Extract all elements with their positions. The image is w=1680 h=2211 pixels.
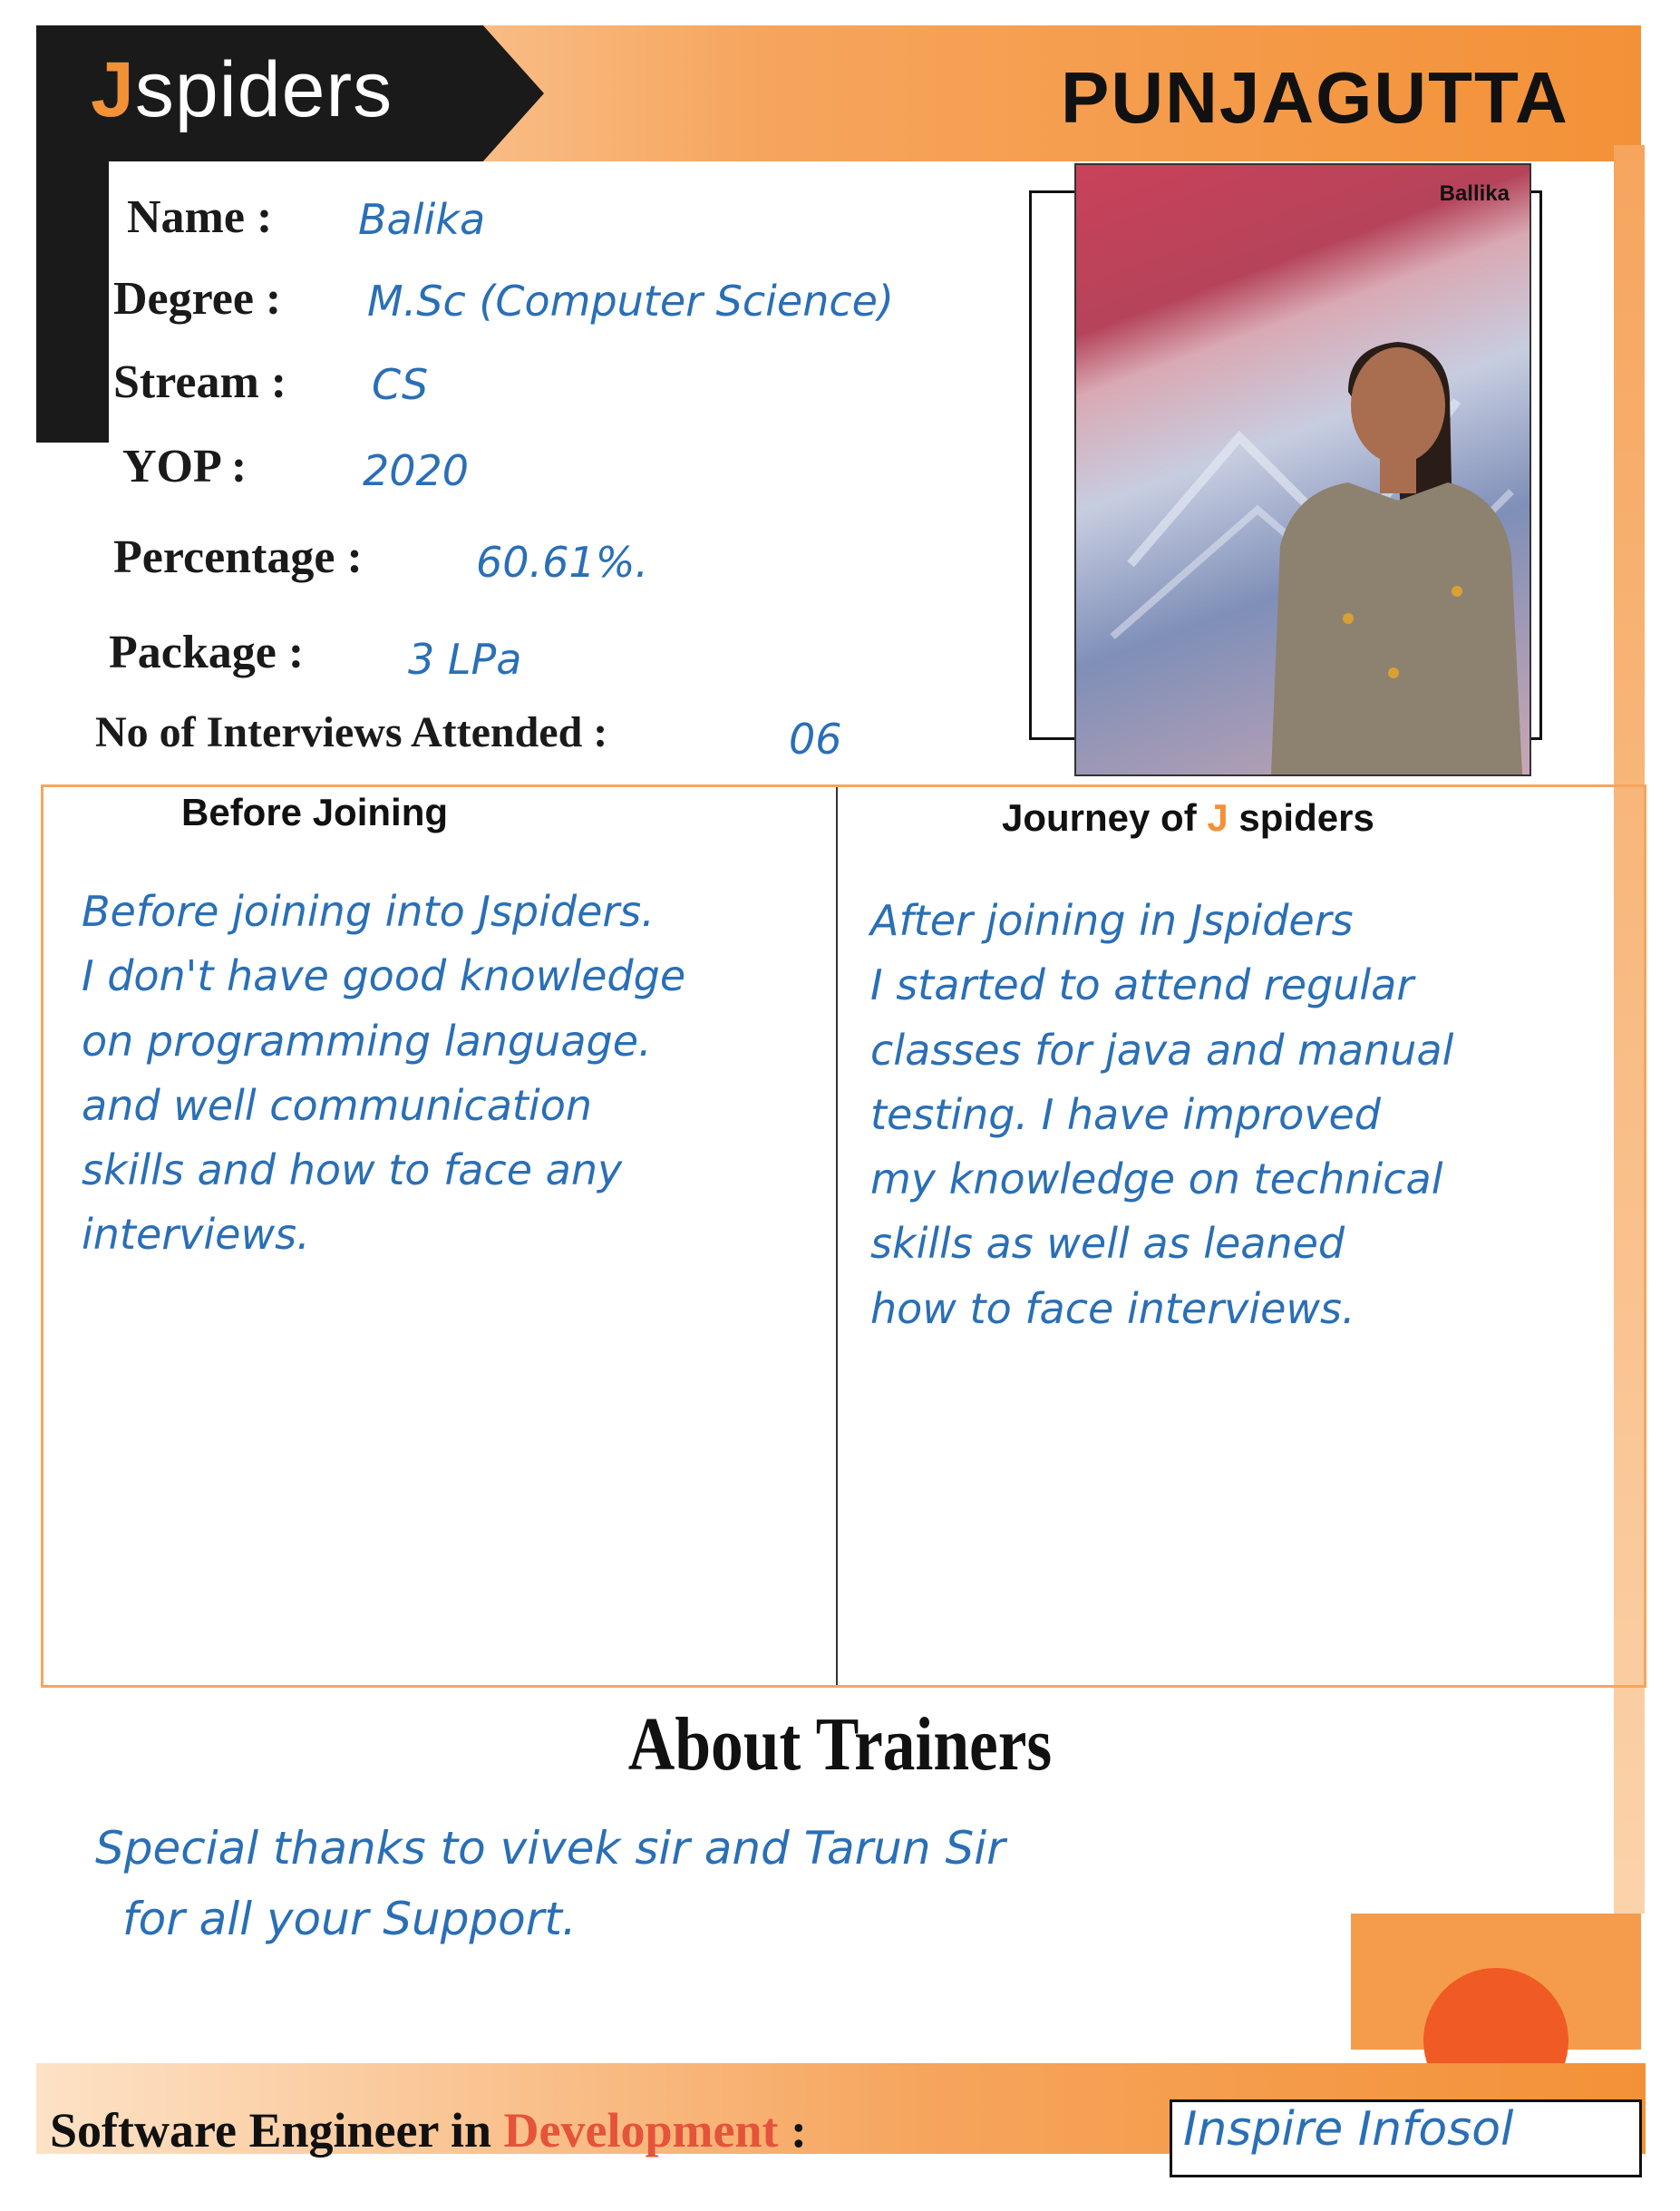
before-joining-text (82, 880, 834, 1268)
branch-name: PUNJAGUTTA (1061, 57, 1569, 138)
before-line: on programming language. (82, 1016, 652, 1066)
before-joining-heading: Before Joining (181, 791, 449, 833)
before-line: I don't have good knowledge (82, 951, 686, 1001)
stream-value: CS (372, 360, 429, 409)
yop-value: 2020 (363, 446, 470, 495)
journey-line: After joining in Jspiders (870, 896, 1354, 945)
journey-heading (1002, 796, 1374, 840)
about-trainers-title: About Trainers (627, 1702, 1053, 1787)
name-value: Balika (358, 195, 486, 244)
about-line: for all your Support. (122, 1892, 577, 1945)
person-silhouette-icon (1076, 165, 1529, 774)
package-label: Package : (109, 627, 305, 678)
journey-line: how to face interviews. (870, 1283, 1355, 1333)
journey-heading-j: J (1207, 796, 1228, 839)
photo-caption: Ballika (1439, 181, 1510, 206)
percentage-value: 60.61%. (476, 538, 649, 587)
interviews-value: 06 (789, 715, 842, 764)
before-line: skills and how to face any (82, 1145, 623, 1195)
logo-text: spiders (134, 46, 393, 133)
interviews-label: No of Interviews Attended : (95, 708, 608, 756)
degree-label: Degree : (113, 273, 282, 325)
about-line: Special thanks to vivek sir and Tarun Sir (95, 1822, 1005, 1875)
before-line: Before joining into Jspiders. (82, 887, 655, 936)
footer-label-highlight: Development (503, 2103, 779, 2157)
journey-line: I started to attend regular (870, 960, 1414, 1010)
student-photo (1074, 163, 1531, 776)
column-divider (836, 787, 838, 1685)
journey-text (870, 889, 1632, 1341)
journey-heading-pre: Journey of (1002, 796, 1208, 839)
journey-line: skills as well as leaned (870, 1219, 1345, 1269)
stream-label: Stream : (113, 356, 287, 408)
jspiders-logo (91, 45, 393, 135)
journey-line: classes for java and manual (870, 1025, 1454, 1075)
journey-line: testing. I have improved (870, 1089, 1381, 1139)
percentage-label: Percentage : (113, 531, 363, 583)
journey-heading-post: spiders (1228, 796, 1374, 839)
before-line: and well communication (82, 1080, 593, 1130)
footer-label (50, 2102, 807, 2158)
logo-initial: J (91, 46, 135, 133)
company-value: Inspire Infosol (1183, 2102, 1514, 2157)
footer-label-post: : (778, 2103, 807, 2157)
degree-value: M.Sc (Computer Science) (367, 277, 894, 326)
about-trainers-text (95, 1814, 1455, 1954)
footer-label-pre: Software Engineer in (50, 2103, 504, 2157)
yop-label: YOP : (122, 441, 248, 492)
before-line: interviews. (82, 1210, 310, 1260)
package-value: 3 LPa (408, 635, 522, 684)
name-label: Name : (127, 191, 273, 243)
journey-line: my knowledge on technical (870, 1154, 1443, 1204)
